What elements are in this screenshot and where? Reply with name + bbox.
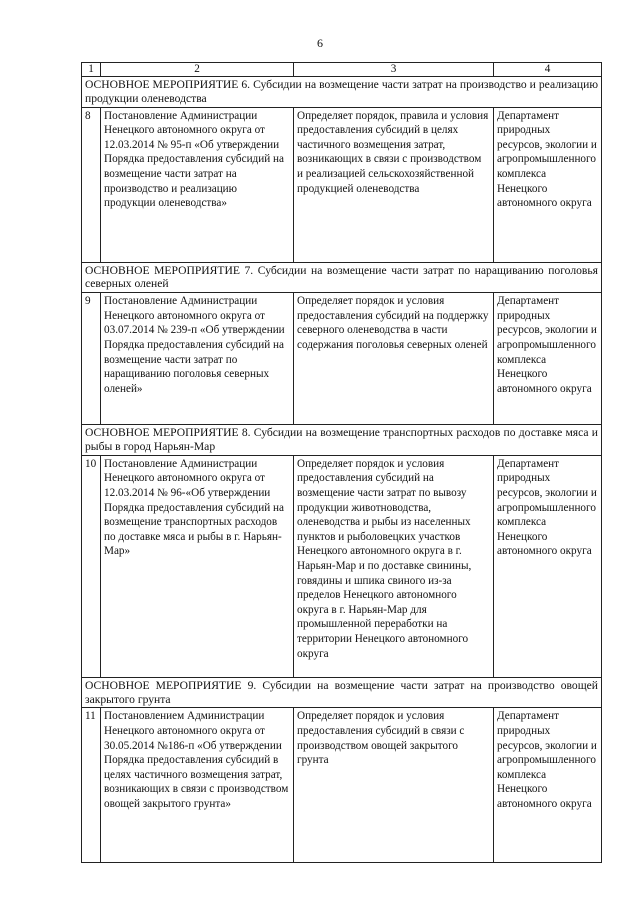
row-number: 10 [82, 455, 101, 677]
table-row [82, 455, 602, 677]
section-title: ОСНОВНОЕ МЕРОПРИЯТИЕ 8. Субсидии на возмещение транспортных расходов по доставке мяса и рыбы в город Нарьян-Мар [82, 425, 602, 456]
responsible-department: Департамент природных ресурсов, экологии и агропромышленного комплекса Ненецкого автономного округа [494, 107, 602, 262]
act-description: Определяет порядок и условия предоставления субсидий на поддержку северного оленеводства в части содержания поголовья северных оленей [294, 293, 494, 425]
legal-act: Постановлением Администрации Ненецкого автономного округа от 30.05.2014 №186-п «Об утверждении Порядка предоставления субсидий в целях частичного возмещения затрат, возникающих в связи с производством овощей закрытого грунта» [101, 708, 294, 863]
row-number: 8 [82, 107, 101, 262]
responsible-department: Департамент природных ресурсов, экологии и агропромышленного комплекса Ненецкого автономного округа [494, 708, 602, 863]
act-description: Определяет порядок и условия предоставления субсидий в связи с производством овощей закрытого грунта [294, 708, 494, 863]
page-number: 6 [317, 36, 323, 50]
section-row [82, 262, 602, 293]
legal-act: Постановление Администрации Ненецкого автономного округа от 12.03.2014 № 95-п «Об утверждении Порядка предоставления субсидий на возмещение части затрат на производство и реализацию продукции оленеводства» [101, 107, 294, 262]
header-row [82, 63, 602, 77]
table-row [82, 708, 602, 863]
act-description: Определяет порядок, правила и условия предоставления субсидий в целях частичного возмещения затрат, возникающих в связи с производством и реализацией сельскохозяйственной продукцией оленеводства [294, 107, 494, 262]
responsible-department: Департамент природных ресурсов, экологии и агропромышленного комплекса Ненецкого автономного округа [494, 293, 602, 425]
row-number: 11 [82, 708, 101, 863]
table-row [82, 107, 602, 262]
row-number: 9 [82, 293, 101, 425]
section-title: ОСНОВНОЕ МЕРОПРИЯТИЕ 7. Субсидии на возмещение части затрат по наращиванию поголовья северных оленей [82, 262, 602, 293]
table-row [82, 293, 602, 425]
column-header: 1 [82, 63, 101, 77]
responsible-department: Департамент природных ресурсов, экологии и агропромышленного комплекса Ненецкого автономного округа [494, 455, 602, 677]
column-header: 2 [101, 63, 294, 77]
section-title: ОСНОВНОЕ МЕРОПРИЯТИЕ 9. Субсидии на возмещение части затрат на производство овощей закрытого грунта [82, 677, 602, 708]
act-description: Определяет порядок и условия предоставления субсидий на возмещение части затрат по вывозу продукции животноводства, оленеводства и рыбы из населенных пунктов и рыболовецких участков Ненецкого автономного округа в г. Нарьян-Мар и по доставке свинины, говядины и шпика свиного из-за пределов Ненецкого автономного округа в г. Нарьян-Мар для промышленной переработки на территории Ненецкого автономного округа [294, 455, 494, 677]
measures-table [81, 62, 602, 863]
legal-act: Постановление Администрации Ненецкого автономного округа от 03.07.2014 № 239-п «Об утверждении Порядка предоставления субсидий на возмещение части затрат по наращиванию поголовья северных оленей» [101, 293, 294, 425]
section-row [82, 77, 602, 108]
section-title: ОСНОВНОЕ МЕРОПРИЯТИЕ 6. Субсидии на возмещение части затрат на производство и реализацию продукции оленеводства [82, 77, 602, 108]
section-row [82, 677, 602, 708]
column-header: 4 [494, 63, 602, 77]
section-row [82, 425, 602, 456]
column-header: 3 [294, 63, 494, 77]
legal-act: Постановление Администрации Ненецкого автономного округа от 12.03.2014 № 96-«Об утверждении Порядка предоставления субсидий на возмещение транспортных расходов по доставке мяса и рыбы в г. Нарьян-Мар» [101, 455, 294, 677]
